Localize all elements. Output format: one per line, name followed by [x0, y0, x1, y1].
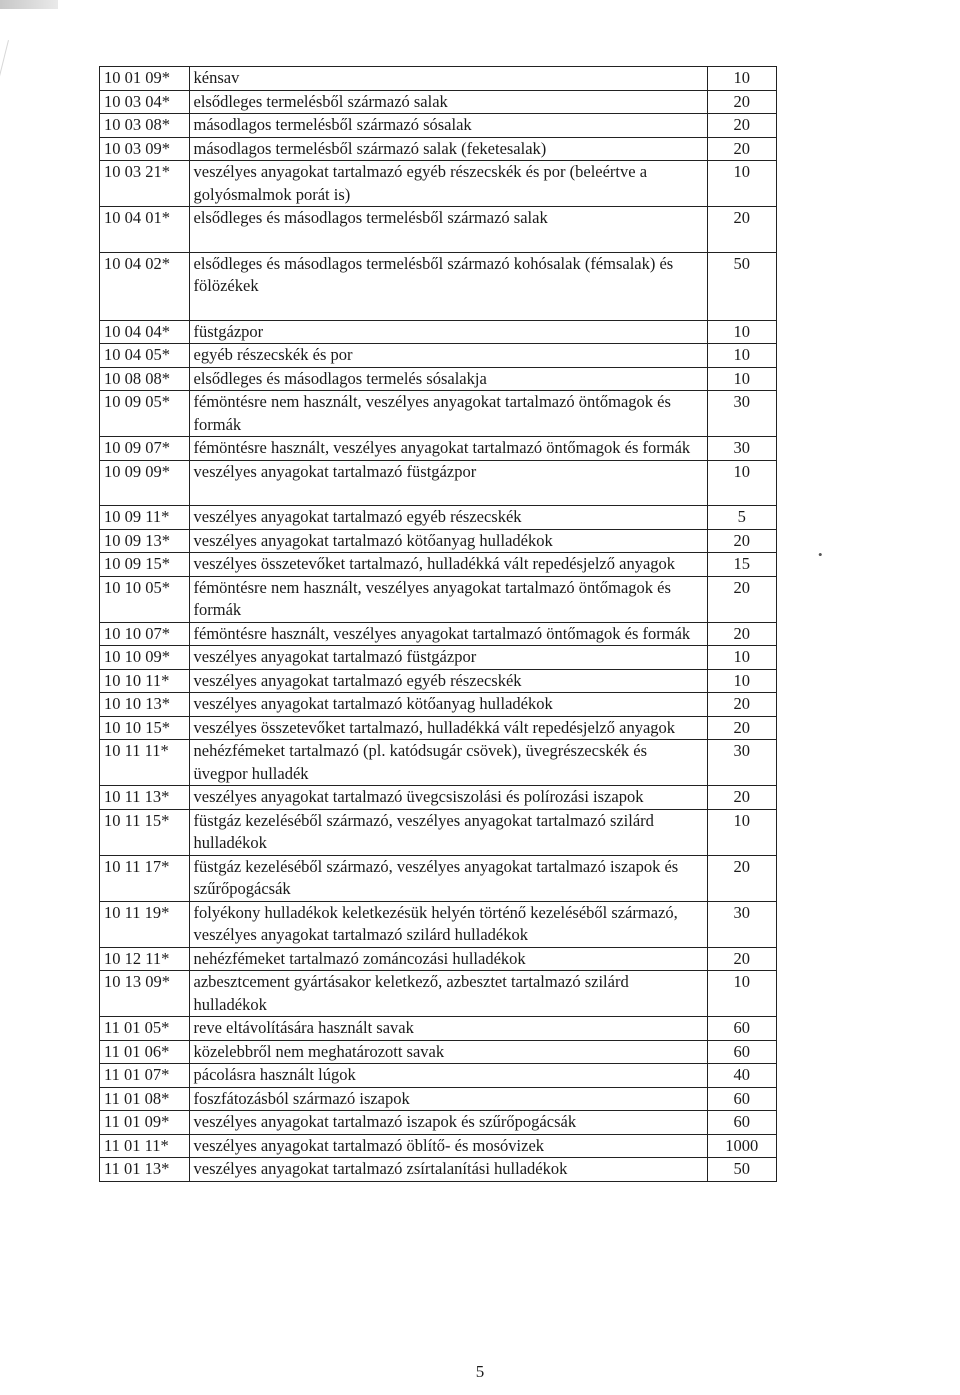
- waste-code-cell: 10 12 11*: [100, 947, 190, 971]
- table-row: [100, 693, 777, 717]
- quantity-cell: 20: [707, 716, 776, 740]
- waste-description-cell: veszélyes anyagokat tartalmazó zsírtalanítási hulladékok: [189, 1158, 707, 1182]
- waste-code-cell: 10 04 05*: [100, 344, 190, 368]
- quantity-cell: 20: [707, 855, 776, 901]
- table-row: [100, 529, 777, 553]
- table-row: [100, 1087, 777, 1111]
- quantity-cell: 10: [707, 344, 776, 368]
- table-row: [100, 460, 777, 506]
- stray-mark: •: [818, 547, 823, 562]
- table-row: [100, 207, 777, 253]
- waste-description-cell: másodlagos termelésből származó salak (feketesalak): [189, 137, 707, 161]
- quantity-cell: 60: [707, 1040, 776, 1064]
- quantity-cell: 20: [707, 137, 776, 161]
- quantity-cell: 20: [707, 90, 776, 114]
- quantity-cell: 40: [707, 1064, 776, 1088]
- table-row: [100, 809, 777, 855]
- waste-code-cell: 11 01 08*: [100, 1087, 190, 1111]
- waste-description-cell: veszélyes anyagokat tartalmazó kötőanyag hulladékok: [189, 693, 707, 717]
- waste-description-cell: veszélyes összetevőket tartalmazó, hulladékká vált repedésjelző anyagok: [189, 553, 707, 577]
- waste-description-cell: fémöntésre nem használt, veszélyes anyagokat tartalmazó öntőmagok és formák: [189, 576, 707, 622]
- waste-description-cell: kénsav: [189, 67, 707, 91]
- table-row: [100, 320, 777, 344]
- table-row: [100, 67, 777, 91]
- waste-code-cell: 10 10 07*: [100, 622, 190, 646]
- waste-code-cell: 11 01 05*: [100, 1017, 190, 1041]
- quantity-cell: 20: [707, 529, 776, 553]
- waste-description-cell: füstgázpor: [189, 320, 707, 344]
- quantity-cell: 20: [707, 114, 776, 138]
- quantity-cell: 10: [707, 809, 776, 855]
- quantity-cell: 5: [707, 506, 776, 530]
- table-row: [100, 391, 777, 437]
- waste-description-cell: reve eltávolítására használt savak: [189, 1017, 707, 1041]
- waste-code-cell: 10 11 11*: [100, 740, 190, 786]
- quantity-cell: 60: [707, 1111, 776, 1135]
- waste-code-table: [99, 66, 777, 1182]
- table-row: [100, 971, 777, 1017]
- waste-description-cell: veszélyes anyagokat tartalmazó iszapok és szűrőpogácsák: [189, 1111, 707, 1135]
- waste-description-cell: nehézfémeket tartalmazó zománcozási hulladékok: [189, 947, 707, 971]
- quantity-cell: 30: [707, 391, 776, 437]
- waste-description-cell: elsődleges és másodlagos termelésből származó salak: [189, 207, 707, 253]
- quantity-cell: 15: [707, 553, 776, 577]
- quantity-cell: 10: [707, 460, 776, 506]
- waste-code-cell: 10 10 09*: [100, 646, 190, 670]
- waste-description-cell: foszfátozásból származó iszapok: [189, 1087, 707, 1111]
- quantity-cell: 10: [707, 161, 776, 207]
- waste-code-cell: 11 01 13*: [100, 1158, 190, 1182]
- quantity-cell: 1000: [707, 1134, 776, 1158]
- waste-code-cell: 10 09 05*: [100, 391, 190, 437]
- waste-description-cell: füstgáz kezeléséből származó, veszélyes anyagokat tartalmazó iszapok és szűrőpogácsák: [189, 855, 707, 901]
- waste-code-cell: 10 09 11*: [100, 506, 190, 530]
- quantity-cell: 50: [707, 1158, 776, 1182]
- quantity-cell: 20: [707, 576, 776, 622]
- scan-artifact-line: [0, 40, 9, 195]
- quantity-cell: 20: [707, 947, 776, 971]
- waste-description-cell: veszélyes anyagokat tartalmazó egyéb részecskék: [189, 506, 707, 530]
- quantity-cell: 60: [707, 1087, 776, 1111]
- quantity-cell: 10: [707, 367, 776, 391]
- waste-description-cell: elsődleges termelésből származó salak: [189, 90, 707, 114]
- table-row: [100, 137, 777, 161]
- waste-code-cell: 10 11 13*: [100, 786, 190, 810]
- table-row: [100, 1134, 777, 1158]
- quantity-cell: 10: [707, 669, 776, 693]
- quantity-cell: 50: [707, 252, 776, 320]
- waste-code-cell: 10 09 09*: [100, 460, 190, 506]
- table-row: [100, 1064, 777, 1088]
- waste-code-cell: 10 11 15*: [100, 809, 190, 855]
- quantity-cell: 10: [707, 320, 776, 344]
- waste-description-cell: veszélyes anyagokat tartalmazó füstgázpor: [189, 646, 707, 670]
- waste-code-cell: 10 03 21*: [100, 161, 190, 207]
- scan-smudge: [0, 0, 58, 9]
- table-row: [100, 367, 777, 391]
- table-row: [100, 437, 777, 461]
- waste-description-cell: nehézfémeket tartalmazó (pl. katódsugár csövek), üvegrészecskék és üvegpor hulladék: [189, 740, 707, 786]
- waste-code-table-body: [100, 67, 777, 1182]
- quantity-cell: 30: [707, 437, 776, 461]
- waste-code-cell: 10 08 08*: [100, 367, 190, 391]
- waste-code-cell: 10 09 07*: [100, 437, 190, 461]
- waste-description-cell: fémöntésre használt, veszélyes anyagokat tartalmazó öntőmagok és formák: [189, 437, 707, 461]
- quantity-cell: 60: [707, 1017, 776, 1041]
- waste-code-cell: 10 01 09*: [100, 67, 190, 91]
- waste-description-cell: másodlagos termelésből származó sósalak: [189, 114, 707, 138]
- waste-code-cell: 10 03 08*: [100, 114, 190, 138]
- table-row: [100, 553, 777, 577]
- waste-code-cell: 10 10 05*: [100, 576, 190, 622]
- waste-code-cell: 10 10 13*: [100, 693, 190, 717]
- table-row: [100, 646, 777, 670]
- waste-code-cell: 10 11 17*: [100, 855, 190, 901]
- table-row: [100, 161, 777, 207]
- table-row: [100, 1040, 777, 1064]
- waste-code-cell: 10 09 15*: [100, 553, 190, 577]
- waste-code-cell: 10 04 04*: [100, 320, 190, 344]
- table-row: [100, 252, 777, 320]
- waste-description-cell: elsődleges és másodlagos termelésből származó kohósalak (fémsalak) és fölözékek: [189, 252, 707, 320]
- table-row: [100, 786, 777, 810]
- quantity-cell: 10: [707, 971, 776, 1017]
- waste-code-cell: 10 10 11*: [100, 669, 190, 693]
- waste-description-cell: füstgáz kezeléséből származó, veszélyes anyagokat tartalmazó szilárd hulladékok: [189, 809, 707, 855]
- quantity-cell: 30: [707, 901, 776, 947]
- quantity-cell: 20: [707, 786, 776, 810]
- page-number: 5: [475, 1362, 485, 1381]
- table-row: [100, 114, 777, 138]
- waste-description-cell: veszélyes összetevőket tartalmazó, hulladékká vált repedésjelző anyagok: [189, 716, 707, 740]
- quantity-cell: 30: [707, 740, 776, 786]
- waste-code-cell: 10 13 09*: [100, 971, 190, 1017]
- waste-description-cell: veszélyes anyagokat tartalmazó üvegcsiszolási és polírozási iszapok: [189, 786, 707, 810]
- waste-code-cell: 10 09 13*: [100, 529, 190, 553]
- waste-code-cell: 10 04 02*: [100, 252, 190, 320]
- waste-description-cell: veszélyes anyagokat tartalmazó öblítő- és mosóvizek: [189, 1134, 707, 1158]
- table-row: [100, 90, 777, 114]
- waste-description-cell: fémöntésre használt, veszélyes anyagokat tartalmazó öntőmagok és formák: [189, 622, 707, 646]
- table-row: [100, 740, 777, 786]
- quantity-cell: 10: [707, 646, 776, 670]
- quantity-cell: 20: [707, 622, 776, 646]
- waste-description-cell: elsődleges és másodlagos termelés sósalakja: [189, 367, 707, 391]
- waste-code-cell: 10 11 19*: [100, 901, 190, 947]
- waste-description-cell: azbesztcement gyártásakor keletkező, azbesztet tartalmazó szilárd hulladékok: [189, 971, 707, 1017]
- waste-code-cell: 11 01 11*: [100, 1134, 190, 1158]
- waste-description-cell: közelebbről nem meghatározott savak: [189, 1040, 707, 1064]
- waste-description-cell: pácolásra használt lúgok: [189, 1064, 707, 1088]
- waste-description-cell: veszélyes anyagokat tartalmazó füstgázpor: [189, 460, 707, 506]
- table-row: [100, 344, 777, 368]
- waste-description-cell: veszélyes anyagokat tartalmazó egyéb részecskék: [189, 669, 707, 693]
- table-row: [100, 669, 777, 693]
- table-row: [100, 1017, 777, 1041]
- table-row: [100, 901, 777, 947]
- waste-code-cell: 11 01 07*: [100, 1064, 190, 1088]
- table-row: [100, 716, 777, 740]
- table-row: [100, 1158, 777, 1182]
- waste-code-cell: 10 03 09*: [100, 137, 190, 161]
- quantity-cell: 10: [707, 67, 776, 91]
- table-row: [100, 622, 777, 646]
- quantity-cell: 20: [707, 693, 776, 717]
- waste-description-cell: folyékony hulladékok keletkezésük helyén történő kezeléséből származó, veszélyes anyagokat tartalmazó szilárd hulladékok: [189, 901, 707, 947]
- table-row: [100, 576, 777, 622]
- waste-code-cell: 10 04 01*: [100, 207, 190, 253]
- waste-code-cell: 11 01 06*: [100, 1040, 190, 1064]
- waste-description-cell: veszélyes anyagokat tartalmazó egyéb részecskék és por (beleértve a golyósmalmok porát is): [189, 161, 707, 207]
- table-row: [100, 855, 777, 901]
- quantity-cell: 20: [707, 207, 776, 253]
- table-row: [100, 1111, 777, 1135]
- waste-description-cell: veszélyes anyagokat tartalmazó kötőanyag hulladékok: [189, 529, 707, 553]
- waste-description-cell: fémöntésre nem használt, veszélyes anyagokat tartalmazó öntőmagok és formák: [189, 391, 707, 437]
- waste-code-cell: 10 10 15*: [100, 716, 190, 740]
- table-row: [100, 506, 777, 530]
- waste-description-cell: egyéb részecskék és por: [189, 344, 707, 368]
- table-row: [100, 947, 777, 971]
- waste-code-cell: 11 01 09*: [100, 1111, 190, 1135]
- waste-code-cell: 10 03 04*: [100, 90, 190, 114]
